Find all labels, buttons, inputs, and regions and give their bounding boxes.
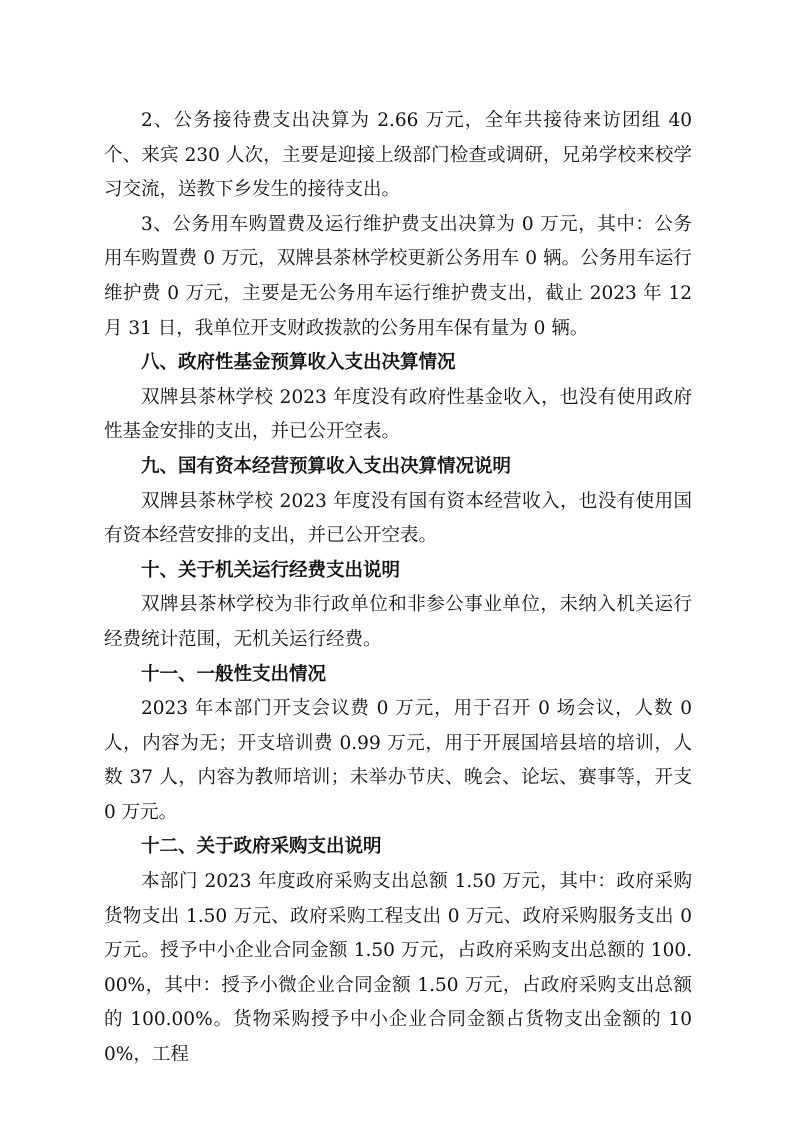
paragraph-state-capital: 双牌县茶林学校 2023 年度没有国有资本经营收入，也没有使用国有资本经营安排的支出，并已公开空表。	[104, 490, 692, 547]
document-page	[104, 104, 692, 1073]
paragraph-vehicle-expense: 3、公务用车购置费及运行维护费支出决算为 0 万元，其中：公务用车购置费 0 万元，双牌县茶林学校更新公务用车 0 辆。公务用车运行维护费 0 万元，主要是无公务用车运行维护费支出，截止 2023 年 12 月 31 日，我单位开支财政拨款的公务用车保有量为 0 辆。	[104, 213, 692, 339]
heading-procurement: 十二、关于政府采购支出说明	[141, 836, 382, 858]
paragraph-operating-expense: 双牌县茶林学校为非行政单位和非参公事业单位，未纳入机关运行经费统计范围，无机关运行经费。	[104, 594, 692, 650]
paragraph-procurement: 本部门 2023 年度政府采购支出总额 1.50 万元，其中：政府采购货物支出 1.50 万元、政府采购工程支出 0 万元、政府采购服务支出 0 万元。授予中小企业合同金额 1.50 万元，占政府采购支出总额的 100.00%，其中：授予小微企业合同金额 1.50 万元，占政府采购支出总额的 100.00%。货物采购授予中小企业合同金额占货物支出金额的 100%，工程	[104, 871, 692, 1066]
heading-government-fund: 八、政府性基金预算收入支出决算情况	[141, 352, 456, 374]
paragraph-government-fund: 双牌县茶林学校 2023 年度没有政府性基金收入，也没有使用政府性基金安排的支出，并已公开空表。	[104, 386, 692, 443]
heading-general-expense: 十一、一般性支出情况	[141, 663, 327, 685]
paragraph-general-expense: 2023 年本部门开支会议费 0 万元，用于召开 0 场会议，人数 0 人，内容为无；开支培训费 0.99 万元，用于开展国培县培的培训，人数 37 人，内容为教师培训；未举办节庆、晚会、论坛、赛事等，开支 0 万元。	[104, 698, 692, 823]
paragraph-reception-expense: 2、公务接待费支出决算为 2.66 万元，全年共接待来访团组 40 个、来宾 230 人次，主要是迎接上级部门检查或调研，兄弟学校来校学习交流，送教下乡发生的接待支出。	[104, 110, 692, 201]
heading-operating-expense: 十、关于机关运行经费支出说明	[141, 559, 401, 581]
heading-state-capital: 九、国有资本经营预算收入支出决算情况说明	[141, 455, 512, 477]
